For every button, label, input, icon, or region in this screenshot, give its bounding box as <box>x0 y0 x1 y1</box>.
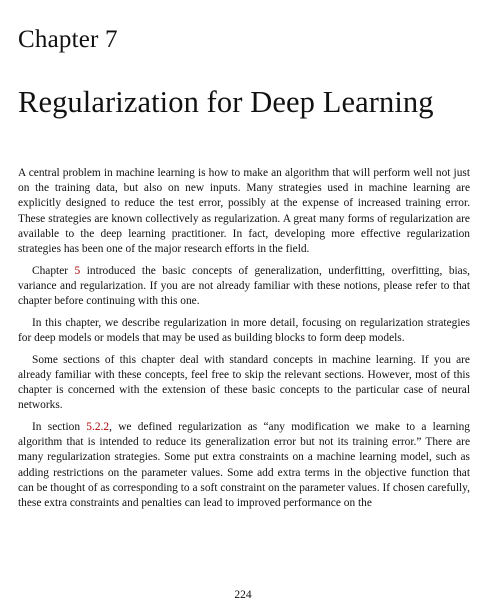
section-5-2-2-link[interactable]: 5.2.2 <box>86 421 110 434</box>
paragraph-text: In section <box>32 421 87 434</box>
paragraph-chapter-5-reference <box>18 264 470 310</box>
paragraph-definition <box>18 420 470 511</box>
chapter-title: Regularization for Deep Learning <box>18 85 434 119</box>
paragraph-standard-concepts: Some sections of this chapter deal with standard concepts in machine learning. If you are already familiar with these concepts, feel free to skip the relevant sections. However, most of this chapter is concerned with the extension of these basic concepts to the particular case of neural networks. <box>18 353 470 412</box>
chapter-body <box>18 166 470 518</box>
paragraph-text: Chapter <box>32 264 75 277</box>
chapter-label: Chapter 7 <box>18 26 118 53</box>
page-number: 224 <box>234 589 252 601</box>
paragraph-intro: A central problem in machine learning is how to make an algorithm that will perform well not just on the training data, but also on new inputs. Many strategies used in machine learning are explicitly designed to reduce the test error, possibly at the expense of increased training error. These strategies are known collectively as regularization. A great many forms of regularization are available to the deep learning practitioner. In fact, developing more effective regularization strategies has been one of the major research efforts in the field. <box>18 167 470 256</box>
paragraph-chapter-focus: In this chapter, we describe regularization in more detail, focusing on regularization strategies for deep models or models that may be used as building blocks to form deep models. <box>18 316 470 345</box>
paragraph-text: , we defined regularization as “any modification we make to a learning algorithm that is intended to reduce its generalization error but not its training error.” There are many regularization strategies. Some put extra constraints on a machine learning model, such as adding restrictions on the parameter values. Some add extra terms in the objective function that can be thought of as corresponding to a soft constraint on the parameter values. If chosen carefully, these extra constraints and penalties can lead to improved performance on the <box>18 421 470 510</box>
chapter-5-link[interactable]: 5 <box>74 264 81 277</box>
paragraph-text: introduced the basic concepts of generalization, underfitting, overfitting, bias, variance and regularization. If you are not already familiar with these notions, please refer to that chapter before continuing with this one. <box>18 264 471 308</box>
